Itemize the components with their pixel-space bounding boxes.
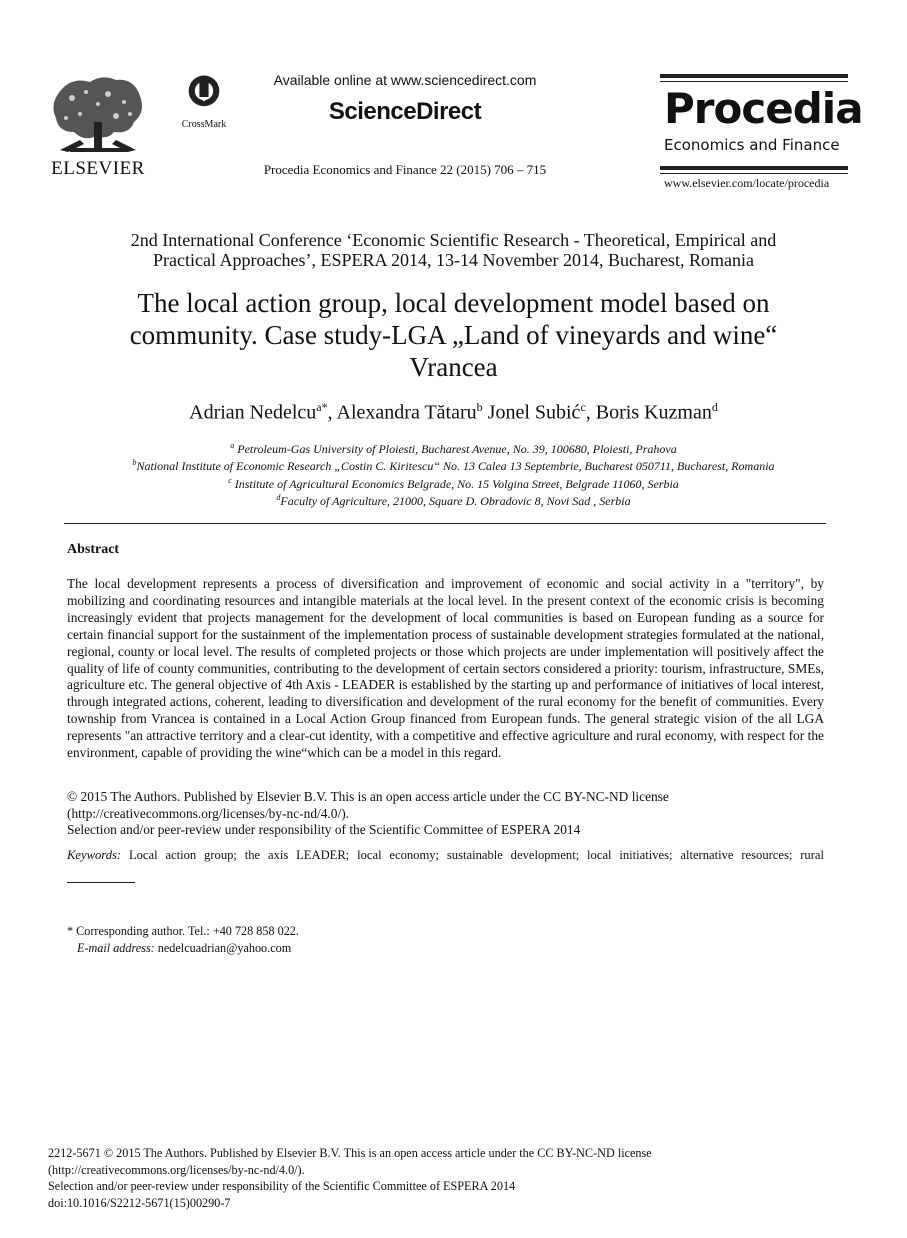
author-sep: , (585, 401, 596, 424)
abstract-body: The local development represents a process of diversification and improvement of economic and social activity in a "territory", by mobilizing and coordinating resources and intangible materials at the local level. In the present context of the economic crisis is becoming increasingly evident that projects management for the development of local communities is based on European funding as a source for certain financial support for the sustainment of the implementation process of sustainable development strategies formulated at the national, regional, county or local level. The results of completed projects or those which projects are under implementation will positively affect the quality of life of county communities, contributing to the development of certain sectors considered a priority: tourism, infrastructure, SMEs, agriculture etc. The general objective of 4th Axis - LEADER is established by the starting up and performance of initiatives of local interest, through integrated actions, coherent, leading to diversification and development of the rural economy for the benefit of communities. Every township from Vrancea is contained in a Local Action Group financed from European funds. The general strategic vision of the all LGA represents "an attractive territory and a clear-cut identity, with a competitive and effective agriculture and rural economy, with respect for the environment, capable of providing the wine“which can be a model in this regard. (67, 576, 824, 761)
footer-line: Selection and/or peer-review under responsibility of the Scientific Committee of ESPERA 2014 (48, 1179, 516, 1194)
conference-line: Practical Approaches’, ESPERA 2014, 13-14 November 2014, Bucharest, Romania (153, 250, 754, 270)
title-line: community. Case study-LGA „Land of vineyards and wine“ (129, 320, 778, 350)
license-notice (67, 789, 824, 839)
footnote-divider (67, 882, 135, 883)
license-line: Selection and/or peer-review under responsibility of the Scientific Committee of ESPERA 2014 (67, 822, 581, 837)
keywords-label: Keywords: (67, 848, 122, 862)
procedia-rule-bottom-thin (660, 173, 848, 174)
procedia-rule-bottom (660, 166, 848, 170)
affil-text: Petroleum-Gas University of Ploiesti, Bucharest Avenue, No. 39, 100680, Ploiesti, Prahova (234, 442, 677, 456)
procedia-logo-block (660, 74, 863, 194)
title-line: Vrancea (409, 352, 498, 382)
procedia-rule-top-thin (660, 81, 848, 82)
corresponding-author: * Corresponding author. Tel.: +40 728 858 022. (67, 924, 299, 938)
keywords-text: Local action group; the axis LEADER; local economy; sustainable development; local initiatives; alternative resources; rural (121, 848, 824, 862)
author-affil-mark: b (476, 400, 483, 414)
affil-text: National Institute of Economic Research „Costin C. Kiritescu“ No. 13 Calea 13 Septembrie, Bucharest 050711, Bucharest, Romania (136, 459, 775, 473)
affil-mark: d (276, 493, 281, 502)
license-line: © 2015 The Authors. Published by Elsevier B.V. This is an open access article under the CC BY-NC-ND license (67, 789, 669, 804)
affil-mark: c (228, 476, 232, 485)
procedia-subtitle: Economics and Finance (664, 136, 840, 154)
affil-mark: a (230, 441, 235, 450)
author-affil-mark: c (580, 400, 586, 414)
page-footer (48, 1145, 848, 1211)
email-address[interactable]: nedelcuadrian@yahoo.com (154, 941, 292, 955)
sciencedirect-logo[interactable]: ScienceDirect (328, 98, 482, 125)
author-affil-mark: d (711, 400, 718, 414)
affil-mark: b (132, 458, 137, 467)
author-list (60, 400, 847, 425)
conference-line: 2nd International Conference ‘Economic Scientific Research - Theoretical, Empirical and (130, 230, 777, 250)
procedia-url[interactable]: www.elsevier.com/locate/procedia (664, 176, 830, 190)
keywords (67, 848, 824, 863)
email-label: E-mail address: (77, 941, 155, 955)
paper-title (60, 287, 847, 383)
author-name: Jonel Subić (487, 401, 581, 424)
journal-reference: Procedia Economics and Finance 22 (2015) 706 – 715 (263, 162, 547, 177)
footer-line: 2212-5671 © 2015 The Authors. Published by Elsevier B.V. This is an open access article under the CC BY-NC-ND license (48, 1146, 652, 1160)
affiliation-c (60, 476, 847, 492)
footer-link[interactable]: (http://creativecommons.org/licenses/by-nc-nd/4.0/). (48, 1162, 305, 1177)
license-link[interactable]: (http://creativecommons.org/licenses/by-nc-nd/4.0/). (67, 805, 350, 821)
author-name: Alexandra Tătaru (336, 401, 477, 424)
procedia-logo: Procedia (664, 84, 863, 133)
affil-text: Institute of Agricultural Economics Belgrade, No. 15 Volgina Street, Belgrade 11060, Serbia (231, 477, 679, 491)
procedia-rule-top (660, 74, 848, 78)
conference-info (60, 230, 847, 270)
author-name: Adrian Nedelcu (189, 401, 317, 424)
author-name: Boris Kuzman (595, 401, 712, 424)
title-line: The local action group, local development model based on (137, 288, 770, 318)
affil-text: Faculty of Agriculture, 21000, Square D. Obradovic 8, Novi Sad , Serbia (280, 494, 631, 508)
elsevier-logo (50, 74, 146, 178)
affiliation-b (60, 458, 847, 474)
elsevier-tree-icon (50, 74, 146, 156)
abstract-heading: Abstract (67, 542, 120, 557)
email-line (67, 940, 567, 957)
doi[interactable]: doi:10.1016/S2212-5671(15)00290-7 (48, 1195, 231, 1210)
divider (64, 523, 826, 524)
corresponding-footnote (67, 923, 567, 957)
affiliation-a (60, 441, 847, 457)
publisher-name: ELSEVIER (51, 158, 145, 179)
available-online[interactable]: Available online at www.sciencedirect.com (273, 72, 537, 88)
crossmark-label: CrossMark (181, 119, 227, 130)
author-sep: , (327, 401, 337, 424)
crossmark-icon[interactable] (174, 74, 234, 120)
author-affil-mark: a* (316, 400, 328, 414)
affiliation-d (60, 493, 847, 509)
